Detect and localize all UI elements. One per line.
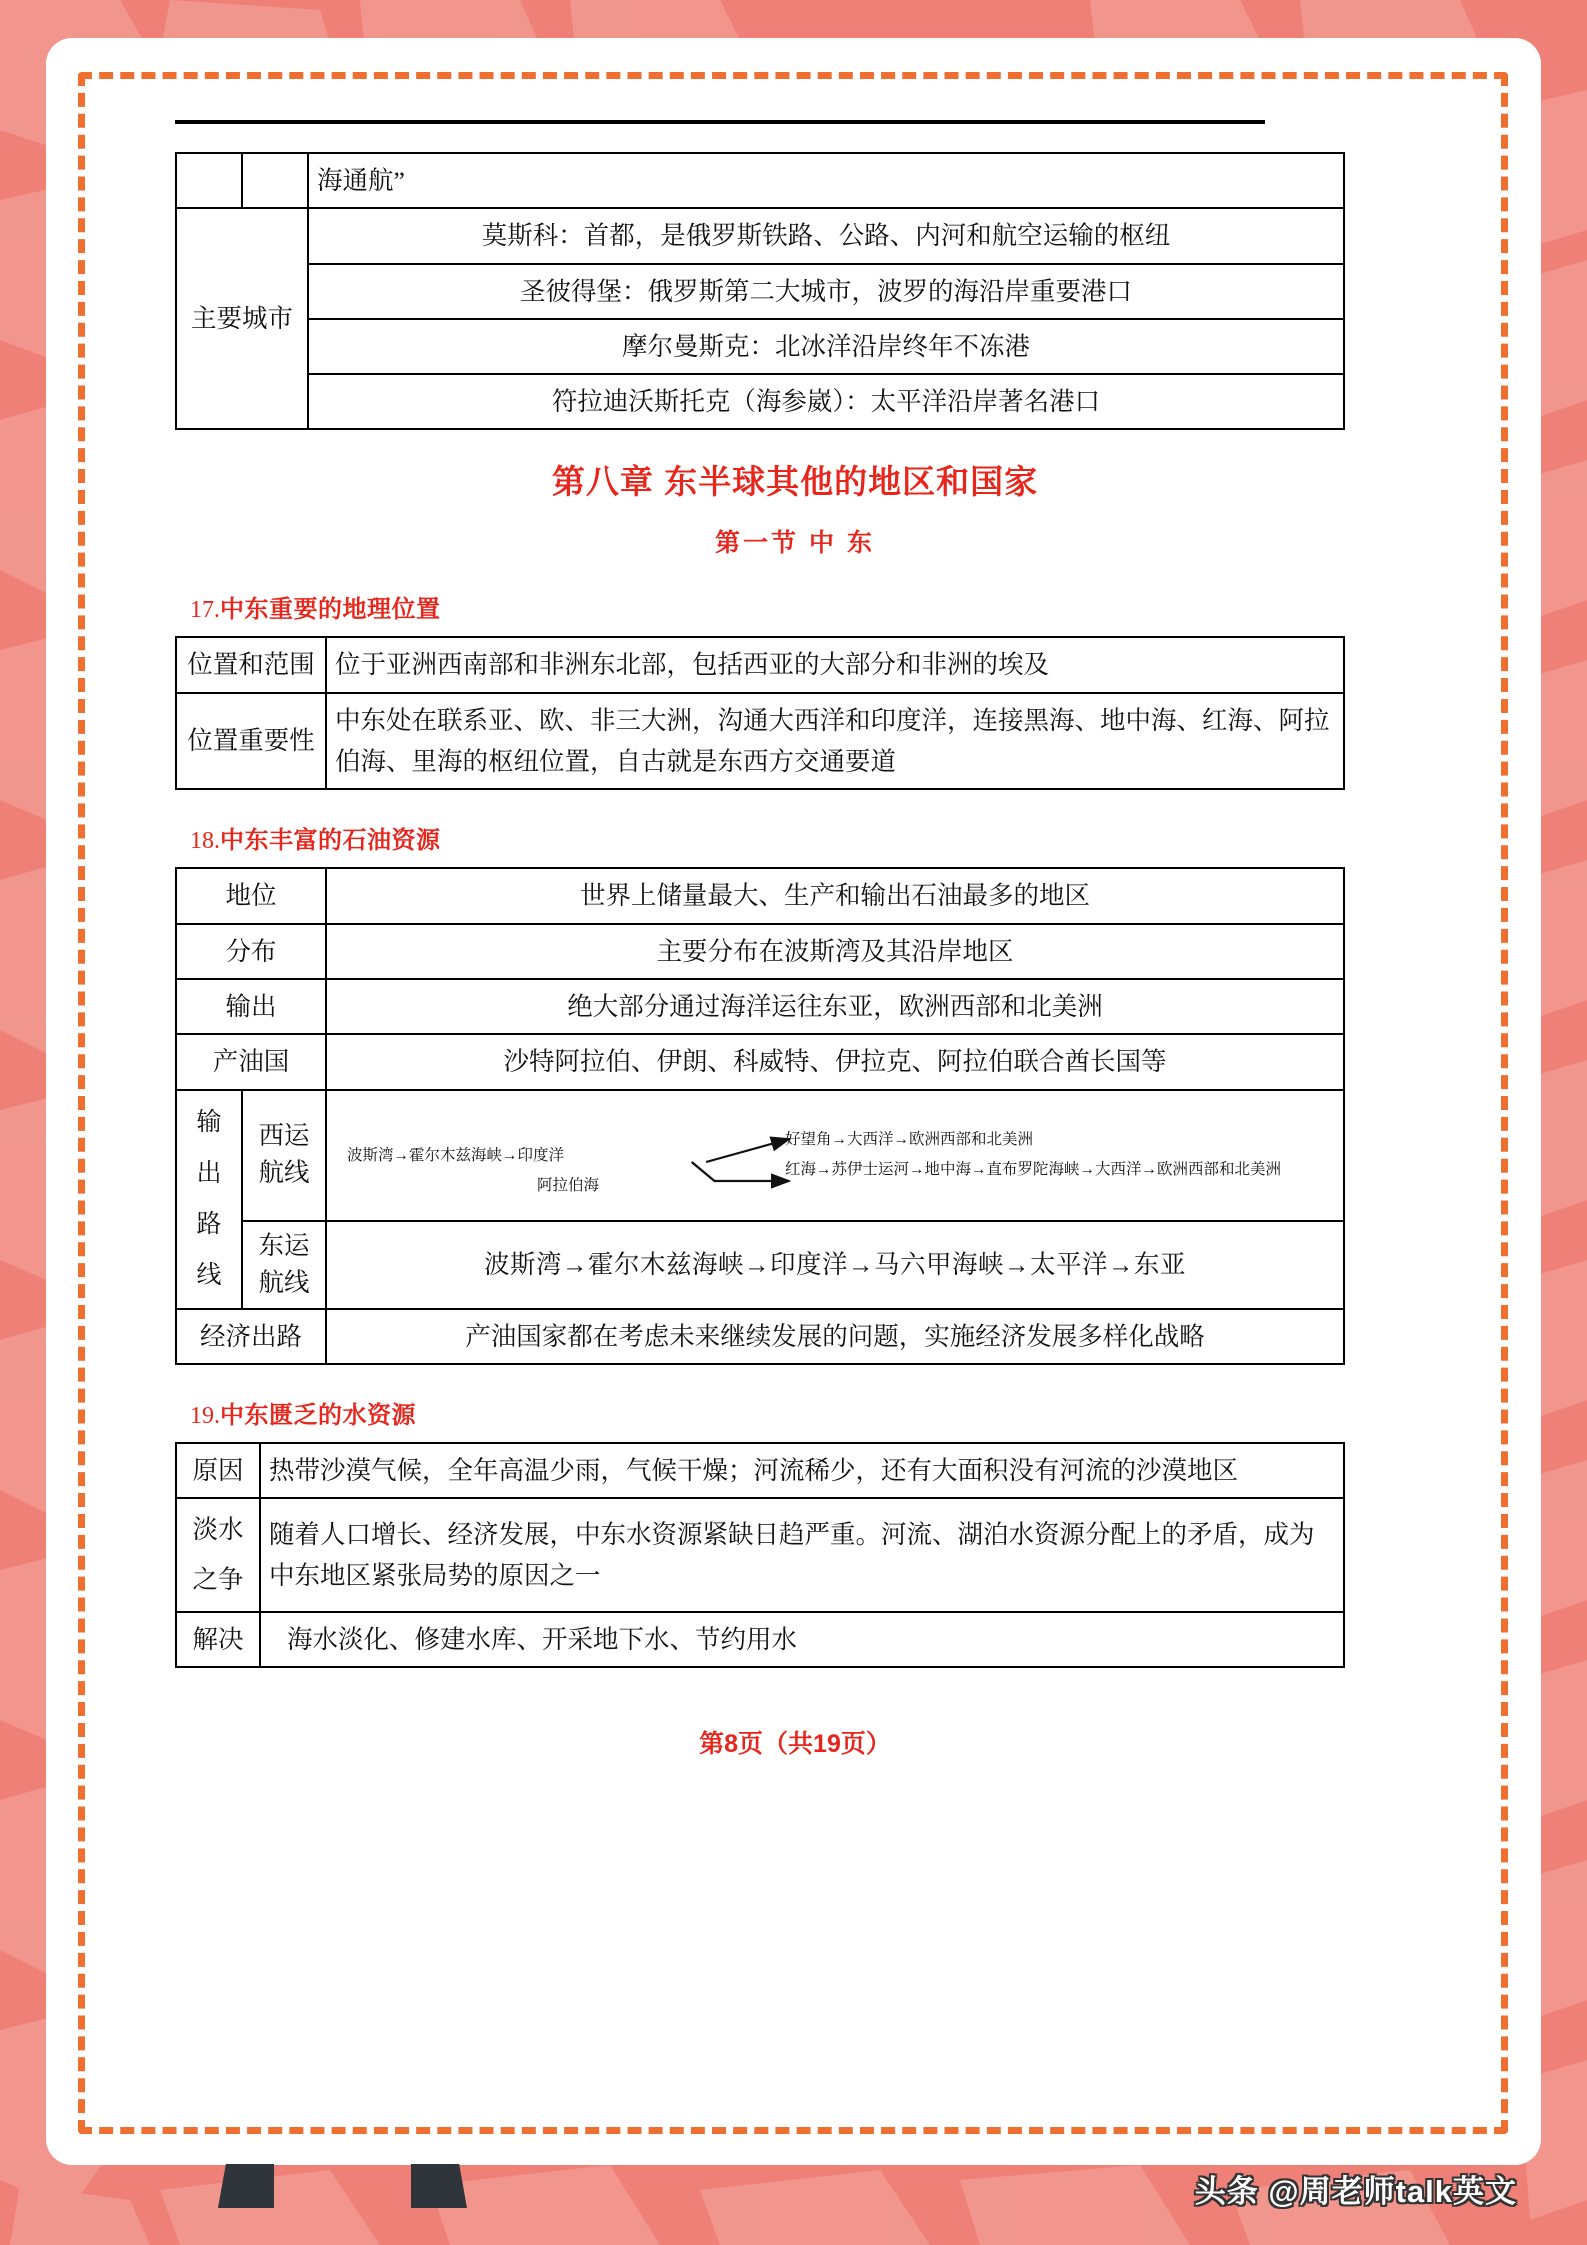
row-value-export: 绝大部分通过海洋运往东亚，欧洲西部和北美洲 <box>326 979 1344 1034</box>
carryover-text: 海通航” <box>308 153 1344 208</box>
watermark: 头条 @周老师talk英文 <box>1194 2174 1517 2209</box>
bottom-clip-right <box>411 2164 467 2208</box>
row-value-cause: 热带沙漠气候，全年高温少雨，气候干燥；河流稀少，还有大面积没有河流的沙漠地区 <box>260 1443 1344 1498</box>
row-value-distribution: 主要分布在波斯湾及其沿岸地区 <box>326 924 1344 979</box>
row-label-position-range: 位置和范围 <box>176 637 326 692</box>
heading-17 <box>190 589 1440 624</box>
bottom-clip-left <box>218 2164 274 2208</box>
heading-18-number: 18. <box>190 828 220 855</box>
heading-18 <box>190 820 1440 855</box>
city-vladivostok: 符拉迪沃斯托克（海参崴）：太平洋沿岸著名港口 <box>308 374 1344 429</box>
page-footer: 第8页（共19页） <box>699 1729 891 1758</box>
city-murmansk: 摩尔曼斯克：北冰洋沿岸终年不冻港 <box>308 319 1344 374</box>
location-table <box>175 636 1345 790</box>
table-row <box>176 1498 1344 1611</box>
section-title: 第一节 中 东 <box>715 529 875 558</box>
row-value-freshwater-dispute: 随着人口增长、经济发展，中东水资源紧缺日趋严重。河流、湖泊水资源分配上的矛盾，成为中东地区紧张局势的原因之一 <box>260 1498 1344 1611</box>
empty-cell-a <box>176 153 242 208</box>
table-row <box>176 693 1344 790</box>
west-route-main-path: 波斯湾→霍尔木兹海峡→印度洋 <box>347 1147 565 1165</box>
row-label-status: 地位 <box>176 868 326 923</box>
table-row <box>176 637 1344 692</box>
row-value-status: 世界上储量最大、生产和输出石油最多的地区 <box>326 868 1344 923</box>
west-route-arabian-sea: 阿拉伯海 <box>537 1177 600 1195</box>
row-label-distribution: 分布 <box>176 924 326 979</box>
table-row <box>176 1309 1344 1364</box>
row-label-cause: 原因 <box>176 1443 260 1498</box>
export-routes-group-label: 输 出 路 线 <box>176 1090 242 1309</box>
table-row <box>176 153 1344 208</box>
row-value-oil-countries: 沙特阿拉伯、伊朗、科威特、伊拉克、阿拉伯联合酋长国等 <box>326 1034 1344 1089</box>
west-route-branch-top: 好望角→大西洋→欧洲西部和北美洲 <box>785 1131 1034 1149</box>
heading-17-number: 17. <box>190 597 220 624</box>
row-label-export: 输出 <box>176 979 326 1034</box>
row-label-freshwater-dispute: 淡水之争 <box>176 1498 260 1611</box>
chapter-title: 第八章 东半球其他的地区和国家 <box>551 463 1039 501</box>
table-row <box>176 1221 1344 1309</box>
top-horizontal-rule <box>175 120 1265 124</box>
west-route-branch-bottom: 红海→苏伊士运河→地中海→直布罗陀海峡→大西洋→欧洲西部和北美洲 <box>785 1161 1282 1179</box>
table-row <box>176 979 1344 1034</box>
west-route-diagram-cell <box>326 1090 1344 1221</box>
water-resources-table <box>175 1442 1345 1668</box>
major-cities-label: 主要城市 <box>176 208 308 429</box>
table-row <box>176 924 1344 979</box>
table-row <box>176 868 1344 923</box>
heading-19-number: 19. <box>190 1402 220 1429</box>
table-row <box>176 264 1344 319</box>
empty-cell-b <box>242 153 308 208</box>
row-value-solution: 海水淡化、修建水库、开采地下水、节约用水 <box>260 1612 1344 1667</box>
heading-17-text: 中东重要的地理位置 <box>220 596 441 624</box>
row-label-oil-countries: 产油国 <box>176 1034 326 1089</box>
table-row <box>176 374 1344 429</box>
row-label-economic-outlet: 经济出路 <box>176 1309 326 1364</box>
row-value-economic-outlet: 产油国家都在考虑未来继续发展的问题，实施经济发展多样化战略 <box>326 1309 1344 1364</box>
row-value-position-importance: 中东处在联系亚、欧、非三大洲，沟通大西洋和印度洋，连接黑海、地中海、红海、阿拉伯海、里海的枢纽位置，自古就是东西方交通要道 <box>326 693 1344 790</box>
heading-19-text: 中东匮乏的水资源 <box>220 1401 416 1429</box>
row-label-position-importance: 位置重要性 <box>176 693 326 790</box>
city-moscow: 莫斯科：首都，是俄罗斯铁路、公路、内河和航空运输的枢纽 <box>308 208 1344 263</box>
east-route-value: 波斯湾→霍尔木兹海峡→印度洋→马六甲海峡→太平洋→东亚 <box>326 1221 1344 1309</box>
row-label-solution: 解决 <box>176 1612 260 1667</box>
table-row <box>176 1443 1344 1498</box>
west-route-label: 西运航线 <box>242 1090 326 1221</box>
oil-resources-table <box>175 867 1345 1364</box>
west-route-diagram <box>341 1107 1337 1203</box>
table-row <box>176 1090 1344 1221</box>
row-value-position-range: 位于亚洲西南部和非洲东北部，包括西亚的大部分和非洲的埃及 <box>326 637 1344 692</box>
table-row <box>176 1612 1344 1667</box>
table-row <box>176 208 1344 263</box>
heading-18-text: 中东丰富的石油资源 <box>220 827 441 855</box>
russia-cities-table <box>175 152 1345 430</box>
table-row <box>176 1034 1344 1089</box>
heading-19 <box>190 1395 1440 1430</box>
city-saint-petersburg: 圣彼得堡：俄罗斯第二大城市，波罗的海沿岸重要港口 <box>308 264 1344 319</box>
document-content <box>150 120 1440 1760</box>
east-route-label: 东运航线 <box>242 1221 326 1309</box>
table-row <box>176 319 1344 374</box>
